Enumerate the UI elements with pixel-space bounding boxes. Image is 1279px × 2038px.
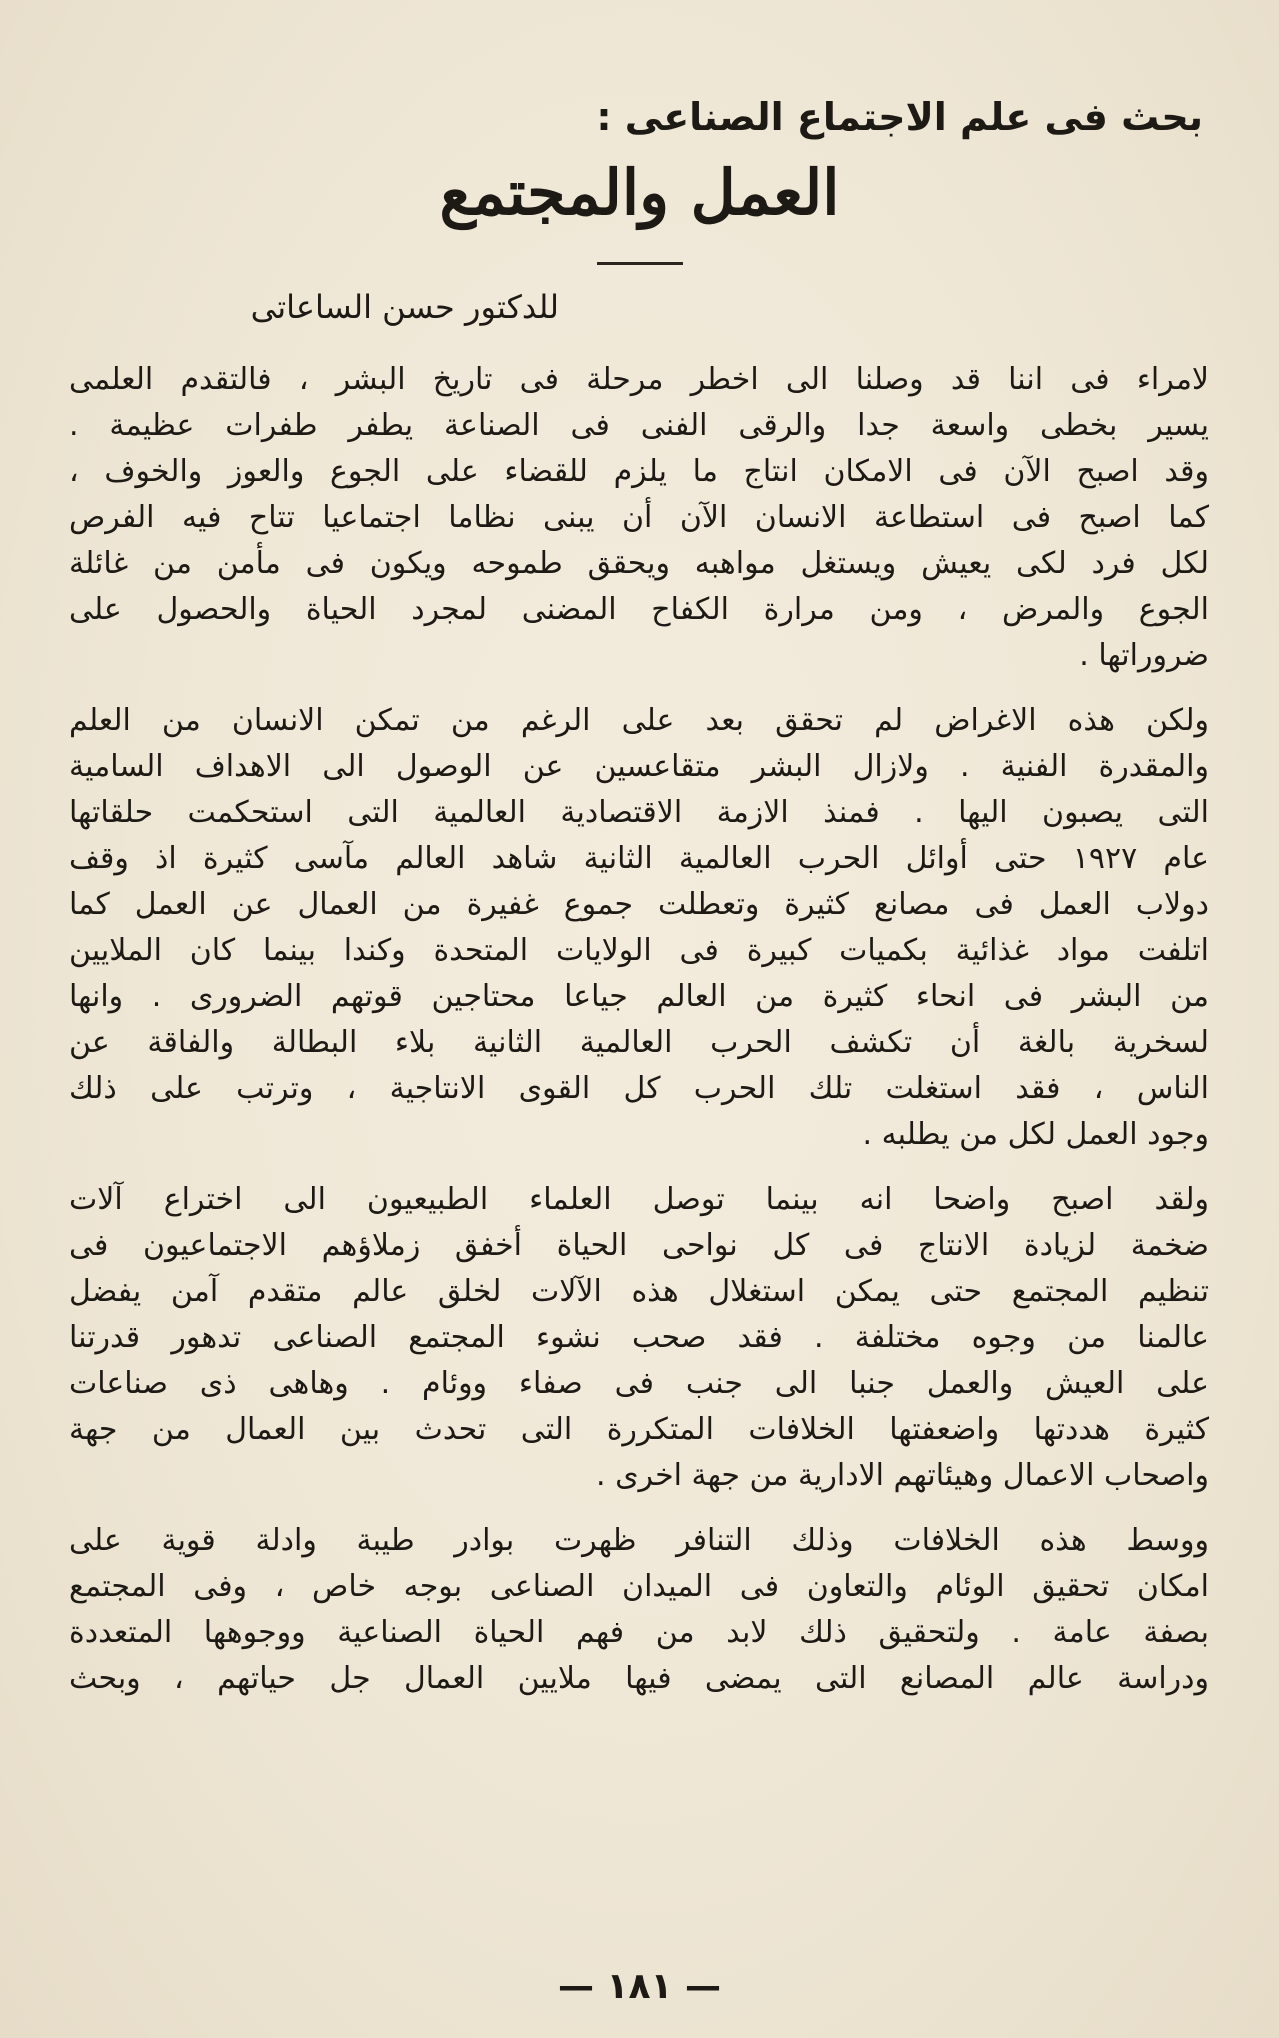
text-line: امكان تحقيق الوئام والتعاون فى الميدان الصناعى بوجه خاص ، وفى المجتمع [69,1569,1209,1604]
text-line: واصحاب الاعمال وهيئاتهم الادارية من جهة اخرى . [596,1458,1209,1493]
text-line: ضروراتها . [1079,638,1209,673]
text-line: من البشر فى انحاء كثيرة من العالم جياعا محتاجين قوتهم الضرورى . وانها [69,979,1209,1014]
text-line: الناس ، فقد استغلت تلك الحرب كل القوى الانتاجية ، وترتب على ذلك [69,1071,1209,1106]
article-kicker: بحث فى علم الاجتماع الصناعى : [596,95,1203,139]
text-line: والمقدرة الفنية . ولازال البشر متقاعسين عن الوصول الى الاهداف السامية [69,749,1209,784]
text-line: ضخمة لزيادة الانتاج فى كل نواحى الحياة أخفق زملاؤهم الاجتماعيون فى [69,1228,1209,1263]
text-line: وقد اصبح الآن فى الامكان انتاج ما يلزم للقضاء على الجوع والعوز والخوف ، [69,454,1209,489]
paragraph-2 [69,698,1209,1158]
paragraph-3 [69,1177,1209,1499]
text-line: اتلفت مواد غذائية بكميات كبيرة فى الولايات المتحدة وكندا بينما كان الملايين [69,933,1209,968]
text-line: وجود العمل لكل من يطلبه . [862,1117,1209,1152]
text-line: ودراسة عالم المصانع التى يمضى فيها ملايين العمال جل حياتهم ، وبحث [69,1661,1209,1696]
page-number: — ١٨١ — [557,1966,721,2007]
text-line: لكل فرد لكى يعيش ويستغل مواهبه ويحقق طموحه ويكون فى مأمن من غائلة [69,546,1209,581]
text-line: ولكن هذه الاغراض لم تحقق بعد على الرغم من تمكن الانسان من العلم [69,703,1209,738]
paragraph-1 [69,357,1209,679]
author-byline: للدكتور حسن الساعاتى [250,288,559,326]
text-line: عالمنا من وجوه مختلفة . فقد صحب نشوء المجتمع الصناعى تدهور قدرتنا [69,1320,1209,1355]
text-line: لسخرية بالغة أن تكشف الحرب العالمية الثانية بلاء البطالة والفاقة عن [69,1025,1209,1060]
title-divider [597,262,683,265]
text-line: ووسط هذه الخلافات وذلك التنافر ظهرت بوادر طيبة وادلة قوية على [69,1523,1209,1558]
text-line: كما اصبح فى استطاعة الانسان الآن أن يبنى نظاما اجتماعيا تتاح فيه الفرص [69,500,1209,535]
text-line: التى يصبون اليها . فمنذ الازمة الاقتصادية العالمية التى استحكمت حلقاتها [69,795,1209,830]
text-line: كثيرة هددتها واضعفتها الخلافات المتكررة التى تحدث بين العمال من جهة [69,1412,1209,1447]
text-line: عام ١٩٢٧ حتى أوائل الحرب العالمية الثانية شاهد العالم مآسى كثيرة اذ وقف [69,841,1209,876]
text-line: ولقد اصبح واضحا انه بينما توصل العلماء الطبيعيون الى اختراع آلات [69,1182,1209,1217]
paragraph-4 [69,1518,1209,1702]
text-line: على العيش والعمل جنبا الى جنب فى صفاء ووئام . وهاهى ذى صناعات [69,1366,1209,1401]
text-line: تنظيم المجتمع حتى يمكن استغلال هذه الآلات لخلق عالم متقدم آمن يفضل [69,1274,1209,1309]
text-line: يسير بخطى واسعة جدا والرقى الفنى فى الصناعة يطفر طفرات عظيمة . [69,408,1209,443]
article-title: العمل والمجتمع [439,156,840,229]
text-line: الجوع والمرض ، ومن مرارة الكفاح المضنى لمجرد الحياة والحصول على [69,592,1209,627]
text-line: دولاب العمل فى مصانع كثيرة وتعطلت جموع غفيرة من العمال عن العمل كما [69,887,1209,922]
article-body [69,357,1209,1721]
text-line: بصفة عامة . ولتحقيق ذلك لابد من فهم الحياة الصناعية ووجوهها المتعددة [69,1615,1209,1650]
text-line: لامراء فى اننا قد وصلنا الى اخطر مرحلة فى تاريخ البشر ، فالتقدم العلمى [69,362,1209,397]
